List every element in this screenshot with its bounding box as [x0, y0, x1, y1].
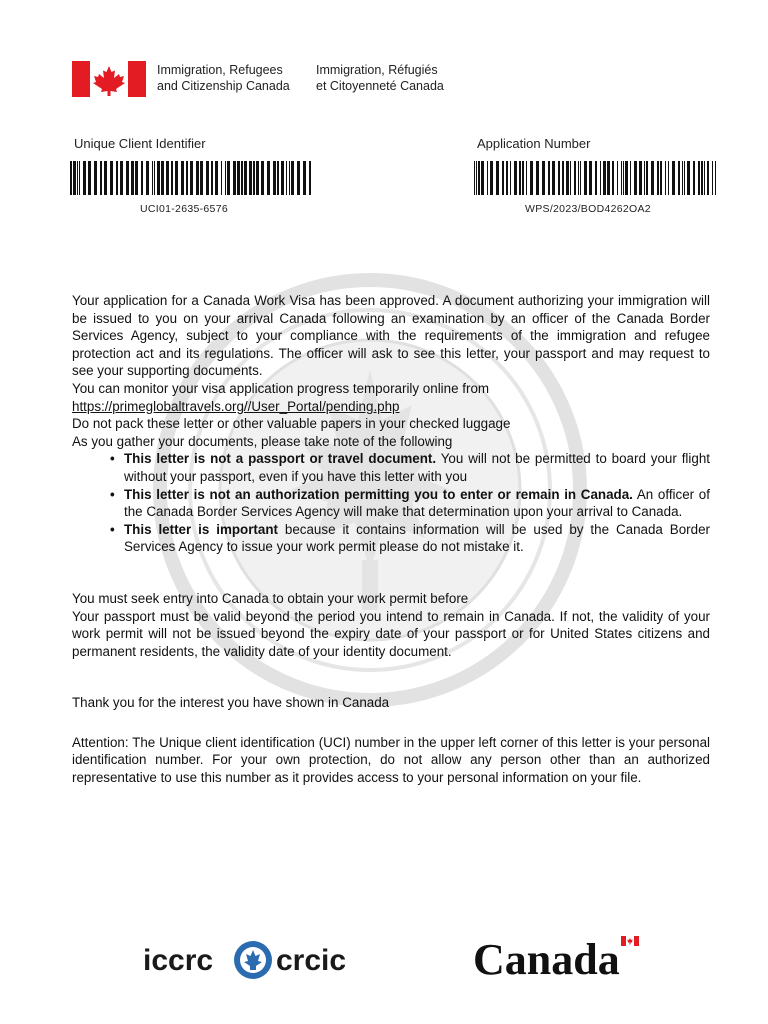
- entry-notice: You must seek entry into Canada to obtain your work permit before: [72, 590, 469, 606]
- list-item-bold: This letter is not an authorization permitting you to enter or remain in Canada.: [124, 486, 633, 502]
- application-number-label: Application Number: [477, 136, 591, 151]
- barcode-bar: [595, 161, 597, 195]
- barcode-bar: [281, 161, 284, 195]
- barcode-bar: [578, 161, 579, 195]
- barcode-bar: [660, 161, 662, 195]
- list-item: [124, 486, 710, 521]
- barcode-bar: [261, 161, 264, 195]
- barcode-bar: [131, 161, 134, 195]
- barcode-bar: [646, 161, 648, 195]
- barcode-bar: [634, 161, 637, 195]
- application-barcode: [474, 161, 720, 195]
- barcode-bar: [196, 161, 199, 195]
- barcode-bar: [589, 161, 592, 195]
- barcode-bar: [215, 161, 218, 195]
- passport-validity-paragraph: Your passport must be valid beyond the period you intend to remain in Canada. If not, the validity of your work permit will not be issued beyond the expiry date of your passport or for United States citizens and permanent residents, the validity date of your identity document.: [72, 608, 710, 659]
- barcode-bar: [502, 161, 504, 195]
- agency-fr-line-2: et Citoyenneté Canada: [316, 79, 444, 93]
- barcode-bar: [256, 161, 259, 195]
- uci-label: Unique Client Identifier: [74, 136, 206, 151]
- luggage-notice: Do not pack these letter or other valuable papers in your checked luggage: [72, 416, 511, 432]
- monitor-text: You can monitor your visa application progress temporarily online from: [72, 380, 490, 396]
- barcode-bar: [186, 161, 188, 195]
- barcode-bar: [657, 161, 659, 195]
- barcode-bar: [309, 161, 311, 195]
- barcode-bar: [623, 161, 624, 195]
- barcode-bar: [704, 161, 705, 195]
- barcode-bar: [476, 161, 477, 195]
- barcode-bar: [707, 161, 709, 195]
- iccrc-crcic-logo: [143, 938, 363, 982]
- barcode-bar: [241, 161, 243, 195]
- barcode-bar: [474, 161, 475, 195]
- uci-number: UCI01-2635-6576: [140, 203, 228, 215]
- attention-paragraph: Attention: The Unique client identification (UCI) number in the upper left corner of this letter is your personal identification number. For your own protection, do not allow any person other than an authorized representative to use this number as it provides access to your personal information on your file.: [72, 734, 710, 786]
- barcode-bar: [526, 161, 527, 195]
- list-item-text: An officer of the Canada Border Services Agency will make that determination upon your arrival to Canada.: [124, 486, 710, 520]
- barcode-bar: [206, 161, 209, 195]
- barcode-bar: [536, 161, 539, 195]
- thanks-line: Thank you for the interest you have shown in Canada: [72, 695, 390, 711]
- wordmark-flag-icon: [621, 936, 639, 946]
- barcode-bar: [630, 161, 631, 195]
- barcode-bar: [607, 161, 610, 195]
- barcode-bar: [510, 161, 511, 195]
- barcode-bar: [190, 161, 193, 195]
- barcode-bar: [481, 161, 484, 195]
- barcode-bar: [684, 161, 685, 195]
- barcode-bar: [141, 161, 143, 195]
- agency-name-french: [316, 62, 444, 94]
- list-item-bold: This letter is important: [124, 521, 278, 537]
- canada-wordmark-text: Canada: [473, 935, 620, 982]
- crcic-logo-text: crcic: [276, 944, 347, 977]
- barcode-bar: [639, 161, 642, 195]
- approval-paragraph: Your application for a Canada Work Visa has been approved. A document authorizing your immigration will be issued to you on your arrival Canada following an examination by an officer of the Canada Border Services Agency, subject to your compliance with the requirements of the immigration and refugee protection act and its regulations. The officer will ask to see this letter, your passport and may request to see your supporting documents.: [72, 293, 710, 379]
- barcode-bar: [693, 161, 695, 195]
- barcode-bar: [88, 161, 91, 195]
- barcode-bar: [617, 161, 618, 195]
- iccrc-logo-text: iccrc: [143, 944, 214, 977]
- barcode-bar: [570, 161, 571, 195]
- barcode-bar: [612, 161, 614, 195]
- barcode-bar: [181, 161, 184, 195]
- barcode-bar: [253, 161, 255, 195]
- barcode-bar: [249, 161, 252, 195]
- barcode-bar: [286, 161, 287, 195]
- barcode-bar: [135, 161, 138, 195]
- barcode-bar: [519, 161, 521, 195]
- barcode-bar: [79, 161, 80, 195]
- barcode-bar: [200, 161, 203, 195]
- gather-notice: As you gather your documents, please take note of the following: [72, 433, 453, 449]
- barcode-bar: [70, 161, 72, 195]
- barcode-bar: [291, 161, 294, 195]
- barcode-bar: [277, 161, 279, 195]
- application-number: WPS/2023/BOD4262OA2: [525, 203, 651, 215]
- barcode-bar: [77, 161, 78, 195]
- barcode-bar: [530, 161, 533, 195]
- barcode-bar: [584, 161, 587, 195]
- barcode-bar: [552, 161, 555, 195]
- barcode-bar: [701, 161, 703, 195]
- canada-wordmark-logo: [473, 932, 643, 982]
- barcode-bar: [478, 161, 480, 195]
- barcode-bar: [496, 161, 499, 195]
- agency-name-english: [157, 62, 290, 94]
- barcode-bar: [542, 161, 545, 195]
- barcode-bar: [600, 161, 601, 195]
- uci-barcode: [70, 161, 314, 195]
- barcode-bar: [110, 161, 113, 195]
- agency-en-line-1: Immigration, Refugees: [157, 63, 283, 77]
- agency-fr-line-1: Immigration, Réfugiés: [316, 63, 438, 77]
- barcode-bar: [672, 161, 675, 195]
- barcode-bar: [562, 161, 564, 195]
- barcode-bar: [221, 161, 222, 195]
- barcode-bar: [698, 161, 700, 195]
- barcode-bar: [580, 161, 581, 195]
- barcode-bar: [678, 161, 680, 195]
- barcode-bar: [166, 161, 169, 195]
- barcode-bar: [154, 161, 155, 195]
- barcode-bar: [625, 161, 628, 195]
- barcode-bar: [297, 161, 300, 195]
- barcode-bar: [651, 161, 654, 195]
- barcode-bar: [225, 161, 226, 195]
- barcode-bar: [116, 161, 118, 195]
- barcode-bar: [715, 161, 716, 195]
- barcode-bar: [244, 161, 247, 195]
- barcode-bar: [104, 161, 107, 195]
- barcode-bar: [161, 161, 164, 195]
- barcode-bar: [303, 161, 306, 195]
- barcode-bar: [267, 161, 270, 195]
- barcode-bar: [548, 161, 550, 195]
- list-item: [124, 450, 710, 485]
- barcode-bar: [514, 161, 517, 195]
- barcode-bar: [574, 161, 576, 195]
- barcode-bar: [566, 161, 569, 195]
- barcode-bar: [668, 161, 669, 195]
- barcode-bar: [522, 161, 524, 195]
- barcode-bar: [644, 161, 645, 195]
- list-item-text: because it contains information will be used by the Canada Border Services Agency to issue your work permit please do not mistake it.: [124, 521, 710, 555]
- barcode-bar: [73, 161, 76, 195]
- barcode-bar: [120, 161, 123, 195]
- agency-en-line-2: and Citizenship Canada: [157, 79, 290, 93]
- barcode-bar: [289, 161, 290, 195]
- canada-flag-icon: [72, 61, 146, 97]
- barcode-bar: [100, 161, 102, 195]
- barcode-bar: [712, 161, 713, 195]
- portal-link[interactable]: https://primeglobaltravels.org//User_Portal/pending.php: [72, 398, 400, 414]
- barcode-bar: [621, 161, 622, 195]
- barcode-bar: [682, 161, 683, 195]
- barcode-bar: [273, 161, 276, 195]
- list-item-text: You will not be permitted to board your flight without your passport, even if you have this letter with you: [124, 451, 711, 484]
- barcode-bar: [506, 161, 508, 195]
- barcode-bar: [237, 161, 240, 195]
- barcode-bar: [665, 161, 666, 195]
- barcode-bar: [146, 161, 149, 195]
- barcode-bar: [227, 161, 230, 195]
- list-item-bold: This letter is not a passport or travel document.: [124, 451, 437, 467]
- list-item: [124, 521, 710, 556]
- barcode-bar: [687, 161, 690, 195]
- barcode-bar: [558, 161, 560, 195]
- barcode-bar: [157, 161, 160, 195]
- barcode-bar: [490, 161, 493, 195]
- barcode-bar: [175, 161, 178, 195]
- barcode-bar: [126, 161, 129, 195]
- barcode-bar: [211, 161, 213, 195]
- barcode-bar: [171, 161, 173, 195]
- barcode-bar: [603, 161, 606, 195]
- letter-body: [72, 292, 710, 787]
- notice-list: [72, 450, 710, 556]
- maple-emblem-icon: [234, 941, 272, 979]
- barcode-bar: [94, 161, 97, 195]
- barcode-bar: [83, 161, 86, 195]
- barcode-bar: [152, 161, 153, 195]
- barcode-bar: [233, 161, 236, 195]
- barcode-bar: [487, 161, 488, 195]
